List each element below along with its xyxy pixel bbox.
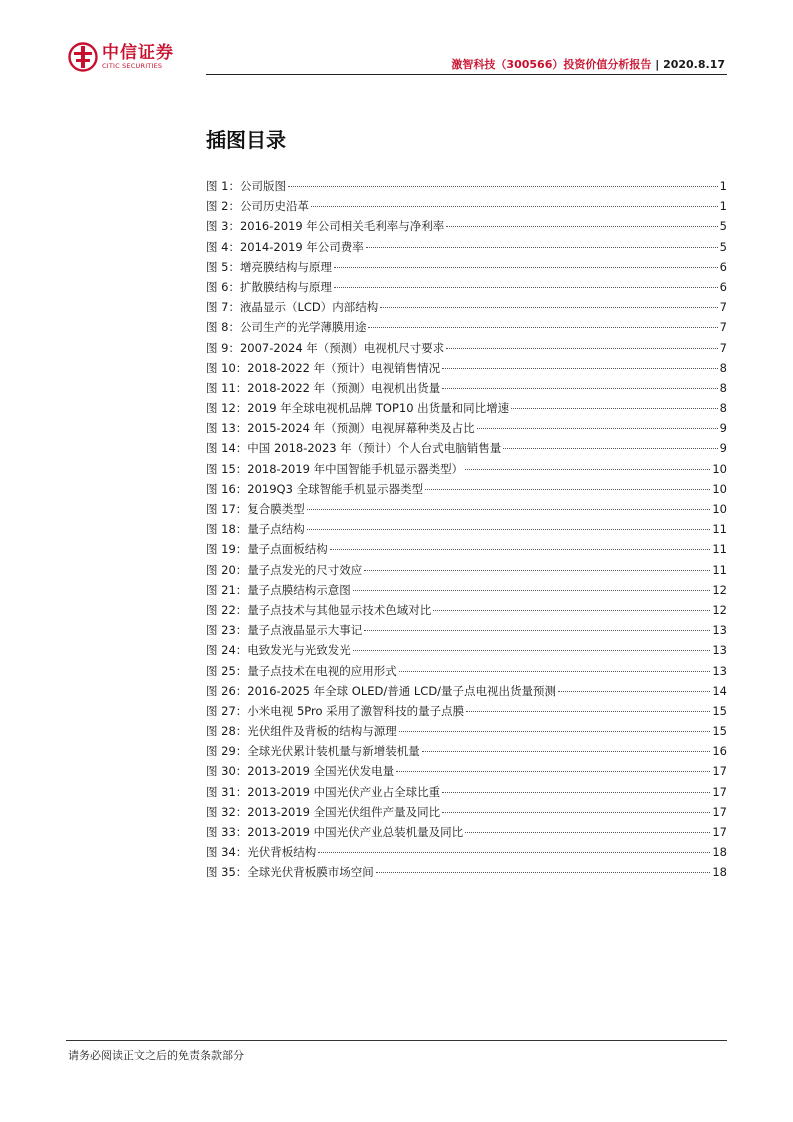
toc-leader-dots — [433, 610, 710, 611]
toc-entry[interactable] — [206, 741, 727, 761]
toc-entry[interactable] — [206, 176, 727, 196]
toc-entry-page: 10 — [712, 481, 727, 496]
toc-entry[interactable] — [206, 640, 727, 660]
page-title: 插图目录 — [206, 128, 286, 152]
toc-leader-dots — [364, 570, 710, 571]
toc-entry-label: 图 20：量子点发光的尺寸效应 — [206, 562, 363, 577]
toc-entry-label: 图 2：公司历史沿革 — [206, 199, 309, 214]
toc-leader-dots — [364, 630, 710, 631]
toc-entry-page: 13 — [712, 623, 727, 638]
toc-entry-label: 图 14：中国 2018-2023 年（预计）个人台式电脑销售量 — [206, 441, 502, 456]
toc-entry-label: 图 9：2007-2024 年（预测）电视机尺寸要求 — [206, 340, 445, 355]
toc-entry[interactable] — [206, 418, 727, 438]
toc-entry[interactable] — [206, 277, 727, 297]
toc-entry-label: 图 21：量子点膜结构示意图 — [206, 582, 351, 597]
toc-leader-dots — [334, 287, 718, 288]
toc-entry-page: 7 — [719, 340, 727, 355]
toc-entry-page: 11 — [712, 522, 727, 537]
toc-entry[interactable] — [206, 519, 727, 539]
toc-leader-dots — [307, 529, 711, 530]
toc-entry[interactable] — [206, 620, 727, 640]
toc-entry[interactable] — [206, 257, 727, 277]
toc-entry[interactable] — [206, 661, 727, 681]
toc-entry[interactable] — [206, 378, 727, 398]
toc-entry[interactable] — [206, 317, 727, 337]
toc-leader-dots — [376, 872, 711, 873]
toc-entry-label: 图 17：复合膜类型 — [206, 502, 305, 516]
toc-entry-page: 6 — [719, 259, 727, 274]
toc-leader-dots — [288, 186, 718, 187]
toc-entry-label: 图 6：扩散膜结构与原理 — [206, 279, 332, 294]
toc-entry-label: 图 19：量子点面板结构 — [206, 542, 328, 557]
header-separator: | — [655, 58, 660, 71]
toc-leader-dots — [368, 327, 717, 328]
toc-entry-label: 图 33：2013-2019 中国光伏产业总装机量及同比 — [206, 825, 464, 839]
toc-entry-label: 图 10：2018-2022 年（预计）电视销售情况 — [206, 360, 441, 375]
toc-entry[interactable] — [206, 721, 727, 741]
toc-leader-dots — [466, 711, 710, 712]
toc-leader-dots — [442, 812, 710, 813]
toc-leader-dots — [396, 771, 710, 772]
toc-entry[interactable] — [206, 398, 727, 418]
toc-entry-label: 图 3：2016-2019 年公司相关毛利率与净利率 — [206, 219, 445, 234]
toc-entry-label: 图 12：2019 年全球电视机品牌 TOP10 出货量和同比增速 — [206, 401, 510, 416]
toc-entry-page: 18 — [712, 845, 727, 860]
toc-entry[interactable] — [206, 802, 727, 822]
figure-index — [206, 176, 727, 883]
toc-entry[interactable] — [206, 600, 727, 620]
toc-leader-dots — [330, 549, 711, 550]
toc-entry-page: 5 — [719, 239, 727, 254]
toc-entry[interactable] — [206, 560, 727, 580]
toc-entry[interactable] — [206, 196, 727, 216]
toc-entry-page: 8 — [719, 360, 727, 375]
toc-leader-dots — [334, 267, 718, 268]
toc-leader-dots — [442, 368, 718, 369]
toc-entry-label: 图 27：小米电视 5Pro 采用了激智科技的量子点膜 — [206, 703, 465, 718]
toc-entry-label: 图 15：2018-2019 年中国智能手机显示器类型） — [206, 461, 464, 476]
citic-logo — [68, 40, 174, 74]
toc-leader-dots — [477, 428, 718, 429]
toc-entry[interactable] — [206, 459, 727, 479]
footer-disclaimer: 请务必阅读正文之后的免责条款部分 — [68, 1049, 244, 1062]
toc-entry[interactable] — [206, 539, 727, 559]
toc-leader-dots — [318, 852, 710, 853]
report-date: 2020.8.17 — [663, 58, 725, 71]
toc-entry-page: 11 — [712, 542, 727, 557]
toc-entry-page: 7 — [719, 320, 727, 335]
toc-leader-dots — [311, 206, 718, 207]
toc-entry[interactable] — [206, 782, 727, 802]
toc-entry[interactable] — [206, 479, 727, 499]
toc-leader-dots — [465, 832, 710, 833]
toc-leader-dots — [353, 650, 711, 651]
report-header — [451, 56, 725, 72]
toc-entry[interactable] — [206, 237, 727, 257]
toc-entry-label: 图 34：光伏背板结构 — [206, 845, 317, 860]
toc-entry-page: 8 — [719, 380, 727, 395]
toc-entry-label: 图 5：增亮膜结构与原理 — [206, 259, 332, 274]
toc-leader-dots — [446, 348, 717, 349]
toc-entry-label: 图 7：液晶显示（LCD）内部结构 — [206, 300, 379, 315]
toc-entry-page: 8 — [719, 401, 727, 416]
toc-leader-dots — [422, 751, 711, 752]
toc-entry-page: 9 — [719, 441, 727, 456]
toc-entry-page: 5 — [719, 219, 727, 234]
toc-entry-label: 图 31：2013-2019 中国光伏产业占全球比重 — [206, 784, 441, 799]
toc-entry-label: 图 22：量子点技术与其他显示技术色域对比 — [206, 602, 432, 617]
citic-logo-icon — [68, 42, 98, 72]
toc-entry-label: 图 26：2016-2025 年全球 OLED/普通 LCD/量子点电视出货量预测 — [206, 683, 557, 698]
header-divider — [206, 74, 727, 75]
toc-entry-page: 14 — [712, 683, 727, 698]
toc-entry-label: 图 24：电致发光与光致发光 — [206, 643, 351, 658]
toc-entry[interactable] — [206, 358, 727, 378]
toc-leader-dots — [425, 489, 710, 490]
toc-leader-dots — [465, 469, 710, 470]
toc-entry-page: 12 — [712, 602, 727, 617]
toc-entry-page: 17 — [712, 825, 727, 839]
toc-entry-page: 1 — [719, 199, 727, 214]
toc-entry[interactable] — [206, 580, 727, 600]
toc-entry-page: 17 — [712, 804, 727, 819]
toc-entry-page: 1 — [719, 179, 727, 193]
toc-entry-page: 16 — [712, 744, 727, 759]
toc-entry[interactable] — [206, 297, 727, 317]
toc-entry[interactable] — [206, 842, 727, 862]
toc-entry-label: 图 25：量子点技术在电视的应用形式 — [206, 663, 397, 678]
toc-entry-label: 图 30：2013-2019 全国光伏发电量 — [206, 764, 395, 779]
toc-entry-page: 10 — [712, 502, 727, 516]
toc-entry[interactable] — [206, 681, 727, 701]
toc-entry-label: 图 28：光伏组件及背板的结构与源理 — [206, 724, 397, 739]
toc-entry-page: 17 — [712, 784, 727, 799]
toc-entry-label: 图 11：2018-2022 年（预测）电视机出货量 — [206, 380, 441, 395]
toc-entry[interactable] — [206, 862, 727, 882]
toc-entry-label: 图 4：2014-2019 年公司费率 — [206, 239, 364, 254]
toc-entry-page: 9 — [719, 421, 727, 436]
toc-entry[interactable] — [206, 822, 727, 842]
toc-entry-page: 6 — [719, 279, 727, 294]
toc-entry-label: 图 23：量子点液晶显示大事记 — [206, 623, 363, 638]
toc-leader-dots — [558, 691, 710, 692]
logo-cn: 中信证券 — [102, 43, 174, 63]
toc-entry-page: 13 — [712, 643, 727, 658]
toc-leader-dots — [442, 792, 710, 793]
toc-entry-page: 18 — [712, 865, 727, 880]
report-title: 激智科技（300566）投资价值分析报告 — [451, 58, 652, 71]
toc-entry-label: 图 29：全球光伏累计装机量与新增装机量 — [206, 744, 420, 759]
toc-entry[interactable] — [206, 216, 727, 236]
toc-entry-page: 10 — [712, 461, 727, 476]
toc-entry[interactable] — [206, 761, 727, 781]
toc-leader-dots — [511, 408, 718, 409]
toc-entry-label: 图 16：2019Q3 全球智能手机显示器类型 — [206, 481, 424, 496]
toc-leader-dots — [307, 509, 711, 510]
footer-divider — [66, 1040, 727, 1041]
toc-entry[interactable] — [206, 701, 727, 721]
toc-entry-label: 图 35：全球光伏背板膜市场空间 — [206, 865, 374, 880]
toc-entry-page: 15 — [712, 703, 727, 718]
logo-en: CITIC SECURITIES — [102, 62, 163, 70]
toc-leader-dots — [353, 590, 711, 591]
toc-leader-dots — [446, 226, 717, 227]
toc-entry-page: 17 — [712, 764, 727, 779]
toc-entry[interactable] — [206, 438, 727, 458]
toc-entry-label: 图 32：2013-2019 全国光伏组件产量及同比 — [206, 804, 441, 819]
toc-leader-dots — [399, 731, 711, 732]
toc-entry-page: 12 — [712, 582, 727, 597]
logo-wordmark — [102, 44, 174, 70]
toc-leader-dots — [366, 247, 718, 248]
toc-entry[interactable] — [206, 499, 727, 519]
toc-entry-label: 图 1：公司版图 — [206, 179, 286, 193]
toc-leader-dots — [380, 307, 717, 308]
toc-entry-label: 图 8：公司生产的光学薄膜用途 — [206, 320, 367, 335]
toc-leader-dots — [442, 388, 718, 389]
toc-leader-dots — [399, 671, 711, 672]
toc-entry-page: 7 — [719, 300, 727, 315]
toc-entry-label: 图 13：2015-2024 年（预测）电视屏幕种类及占比 — [206, 421, 475, 436]
toc-entry-label: 图 18：量子点结构 — [206, 522, 305, 537]
toc-entry-page: 13 — [712, 663, 727, 678]
toc-entry-page: 11 — [712, 562, 727, 577]
toc-entry[interactable] — [206, 338, 727, 358]
toc-entry-page: 15 — [712, 724, 727, 739]
toc-leader-dots — [503, 448, 717, 449]
